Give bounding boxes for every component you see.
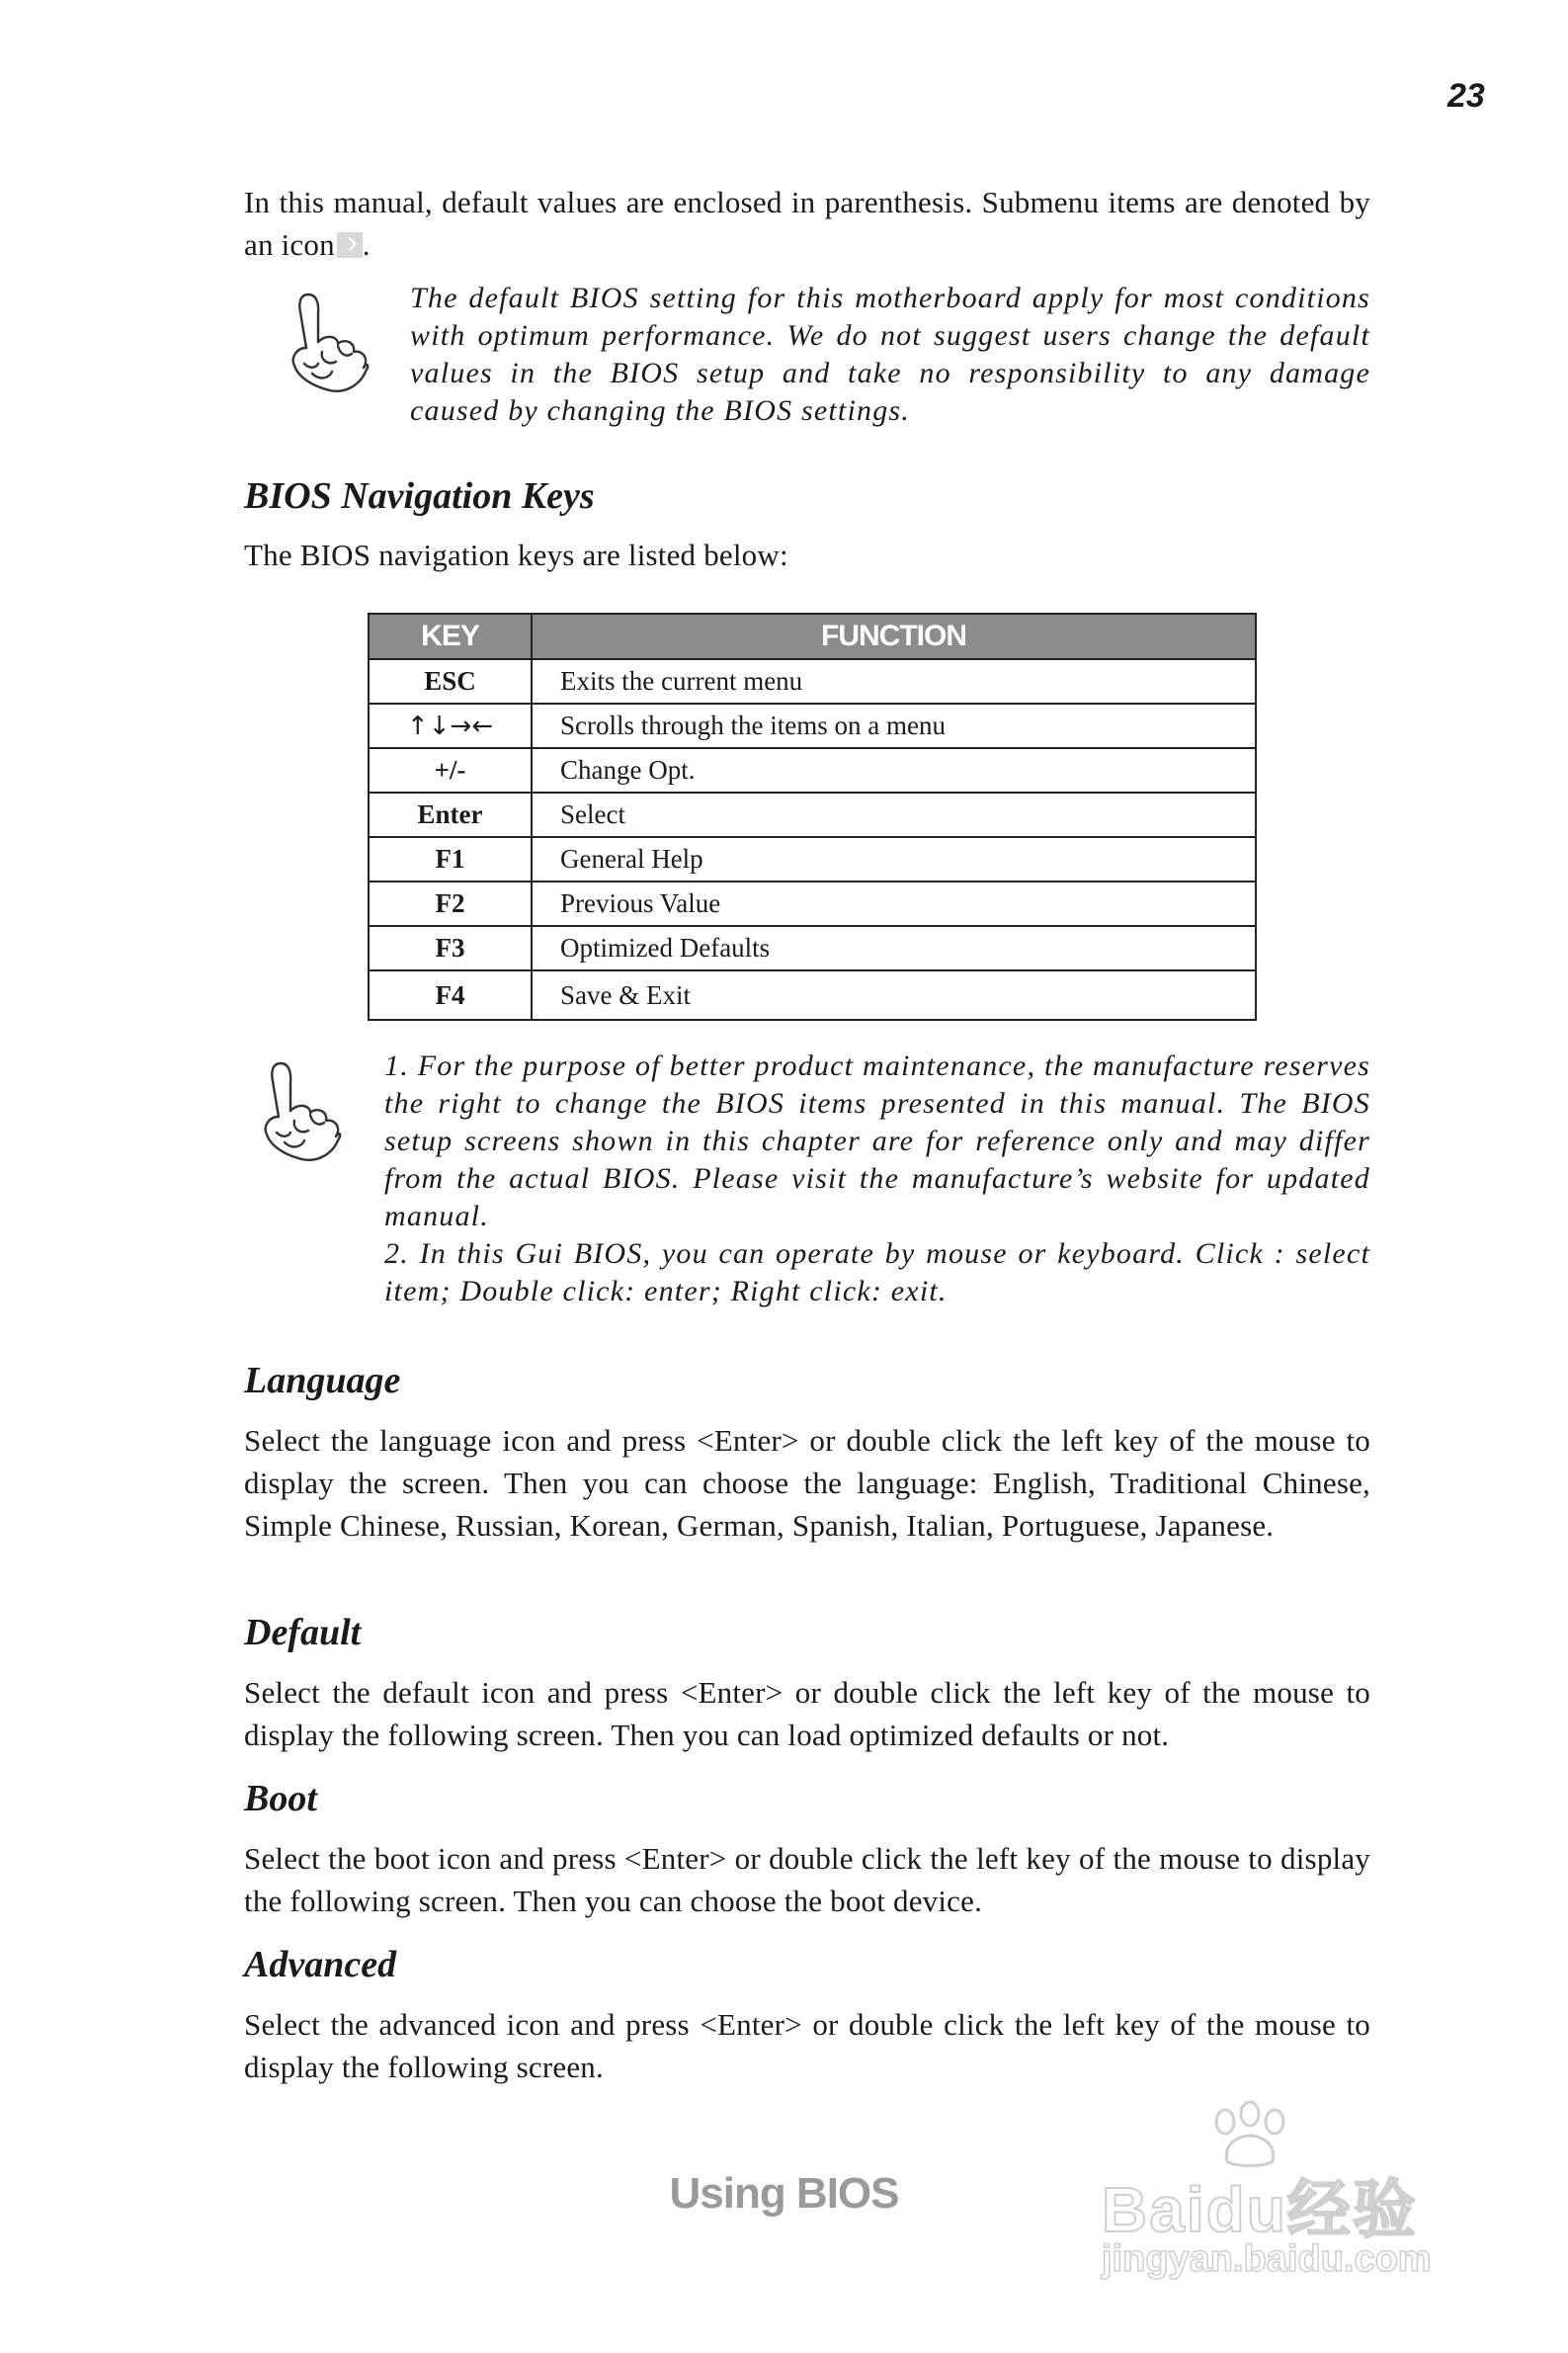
intro-text: In this manual, default values are enclosed in parenthesis. Submenu items are denoted by an icon (244, 185, 1370, 262)
heading-advanced: Advanced (244, 1944, 397, 1985)
note-item-2: 2. In this Gui BIOS, you can operate by mouse or keyboard. Click : select item; Double click: enter; Right click: exit. (384, 1237, 1370, 1307)
function-cell: Save & Exit (532, 970, 1256, 1020)
intro-end: . (362, 227, 371, 262)
table-row (369, 970, 1256, 1020)
language-paragraph: Select the language icon and press <Enter> or double click the left key of the mouse to display the screen. Then you can choose the language: English, Traditional Chinese, Simple Chinese, Russian, Korean, German, Spanish, Italian, Portuguese, Japanese. (244, 1423, 1370, 1543)
function-cell: Exits the current menu (532, 659, 1256, 704)
watermark-brand: Baidu经验 (1102, 2174, 1418, 2245)
key-cell: F2 (369, 882, 532, 926)
intro-paragraph (244, 181, 1370, 266)
table-row (369, 882, 1256, 926)
note-bios-disclaimer (384, 1048, 1370, 1310)
table-row (369, 748, 1256, 793)
heading-bios-navigation-keys: BIOS Navigation Keys (244, 475, 595, 517)
heading-language: Language (244, 1360, 401, 1401)
boot-paragraph: Select the boot icon and press <Enter> or double click the left key of the mouse to display the following screen. Then you can choose the boot device. (244, 1841, 1370, 1918)
pointing-hand-icon (287, 287, 385, 405)
table-row (369, 926, 1256, 970)
function-cell: Previous Value (532, 882, 1256, 926)
table-row (369, 837, 1256, 882)
heading-default: Default (244, 1612, 362, 1653)
key-cell: F1 (369, 837, 532, 882)
table-row (369, 659, 1256, 704)
submenu-chevron-icon (337, 232, 363, 258)
default-paragraph: Select the default icon and press <Enter> or double click the left key of the mouse to display the following screen. Then you can load optimized defaults or not. (244, 1675, 1370, 1752)
column-header-function: FUNCTION (532, 614, 1256, 659)
key-cell: ↑↓→← (369, 704, 532, 748)
key-cell: Enter (369, 793, 532, 837)
note-item-1: 1. For the purpose of better product maintenance, the manufacture reserves the right to change the BIOS items presented in this manual. The BIOS setup screens shown in this chapter are for reference only and may differ from the actual BIOS. Please visit the manufacture’s website for updated manual. (384, 1050, 1370, 1232)
nav-keys-intro: The BIOS navigation keys are listed below: (244, 538, 788, 572)
pointing-hand-icon (259, 1055, 358, 1174)
advanced-paragraph: Select the advanced icon and press <Enter> or double click the left key of the mouse to display the following screen. (244, 2007, 1370, 2084)
key-cell: F4 (369, 970, 532, 1020)
key-cell: +/- (369, 748, 532, 793)
table-header-row (369, 614, 1256, 659)
function-cell: Scrolls through the items on a menu (532, 704, 1256, 748)
key-cell: ESC (369, 659, 532, 704)
table-row (369, 793, 1256, 837)
column-header-key: KEY (369, 614, 532, 659)
function-cell: Change Opt. (532, 748, 1256, 793)
function-cell: General Help (532, 837, 1256, 882)
footer-title: Using BIOS (669, 2169, 899, 2218)
table-row (369, 704, 1256, 748)
key-cell: F3 (369, 926, 532, 970)
watermark-url: jingyan.baidu.com (1102, 2238, 1432, 2280)
function-cell: Optimized Defaults (532, 926, 1256, 970)
heading-boot: Boot (244, 1778, 317, 1819)
note-default-settings: The default BIOS setting for this motherboard apply for most conditions with optimum performance. We do not suggest users change the default values in the BIOS setup and take no responsibility to any damage caused by changing the BIOS settings. (410, 282, 1370, 427)
navigation-keys-table (368, 613, 1257, 1021)
function-cell: Select (532, 793, 1256, 837)
page-number: 23 (1447, 77, 1485, 115)
